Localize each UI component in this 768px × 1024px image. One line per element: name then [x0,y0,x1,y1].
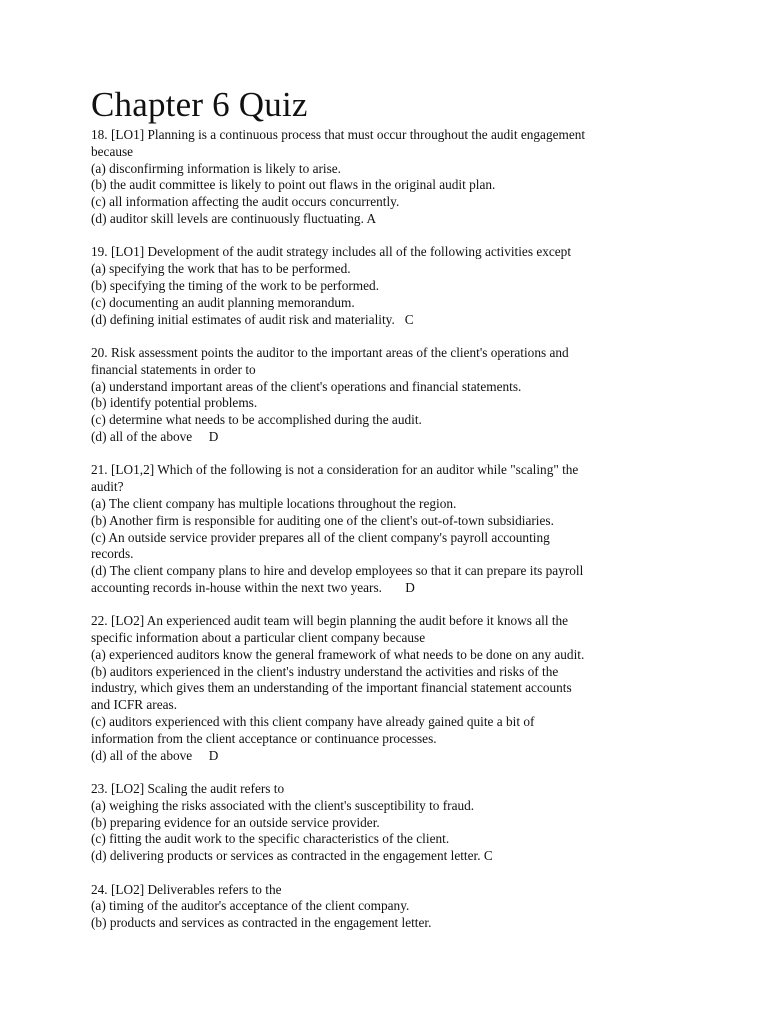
question-line: (d) defining initial estimates of audit risk and materiality. C [91,311,414,327]
question-stem: 23. [LO2] Scaling the audit refers to [91,781,285,797]
question-line: and ICFR areas. [91,697,178,713]
question-line: (c) An outside service provider prepares all of the client company's payroll accounting [91,529,550,545]
question-stem: 19. [LO1] Development of the audit strategy includes all of the following activities except [91,244,572,260]
question-line: (d) The client company plans to hire and develop employees so that it can prepare its payroll [91,563,584,579]
question-stem: 22. [LO2] An experienced audit team will begin planning the audit before it knows all the [91,613,569,629]
question-line: (c) documenting an audit planning memorandum. [91,294,355,310]
question-stem: 18. [LO1] Planning is a continuous process that must occur throughout the audit engagement [91,127,586,142]
question-line: (a) specifying the work that has to be performed. [91,261,351,277]
question-line: specific information about a particular client company because [91,630,426,646]
question-line: (c) fitting the audit work to the specific characteristics of the client. [91,831,450,847]
question-block [91,244,681,328]
question-line: (b) the audit committee is likely to point out flaws in the original audit plan. [91,177,496,193]
question-line: (d) delivering products or services as contracted in the engagement letter. C [91,848,493,864]
question-line: (a) The client company has multiple locations throughout the region. [91,495,457,511]
question-line: information from the client acceptance or continuance processes. [91,730,437,746]
question-line: accounting records in-house within the next two years. D [91,579,415,595]
question-line: (b) specifying the timing of the work to be performed. [91,277,380,293]
question-list [91,127,681,932]
question-line: (b) Another firm is responsible for auditing one of the client's out-of-town subsidiaries. [91,512,554,528]
question-line: (c) determine what needs to be accomplished during the audit. [91,412,422,428]
question-line: (a) understand important areas of the client's operations and financial statements. [91,378,522,394]
question-block [91,127,681,228]
question-block [91,781,681,865]
question-stem: 21. [LO1,2] Which of the following is not a consideration for an auditor while "scaling" the [91,462,579,478]
question-block [91,345,681,446]
question-block [91,613,681,764]
question-line: (a) weighing the risks associated with the client's susceptibility to fraud. [91,797,475,813]
question-line: (d) all of the above D [91,428,219,444]
question-line: financial statements in order to [91,361,256,377]
question-line: (a) experienced auditors know the general framework of what needs to be done on any audit. [91,646,585,662]
question-block [91,462,681,596]
document-page [91,84,681,949]
question-line: (d) all of the above D [91,747,219,763]
question-line: (b) identify potential problems. [91,395,258,411]
page-title: Chapter 6 Quiz [91,85,308,124]
question-line: (a) disconfirming information is likely to arise. [91,160,341,176]
question-line: (a) timing of the auditor's acceptance of the client company. [91,898,410,914]
question-line: (b) auditors experienced in the client's industry understand the activities and risks of the [91,663,559,679]
question-line: audit? [91,479,124,495]
question-line: (b) products and services as contracted in the engagement letter. [91,915,432,931]
question-block [91,882,681,932]
question-line: (b) preparing evidence for an outside service provider. [91,814,380,830]
question-line: (c) all information affecting the audit occurs concurrently. [91,194,400,210]
question-line: (d) auditor skill levels are continuously fluctuating. A [91,210,377,226]
question-line: industry, which gives them an understanding of the important financial statement accounts [91,680,572,696]
question-stem: 24. [LO2] Deliverables refers to the [91,881,282,897]
question-line: because [91,143,134,159]
question-stem: 20. Risk assessment points the auditor to the important areas of the client's operations and [91,344,569,360]
question-line: (c) auditors experienced with this client company have already gained quite a bit of [91,714,535,730]
question-line: records. [91,546,134,562]
